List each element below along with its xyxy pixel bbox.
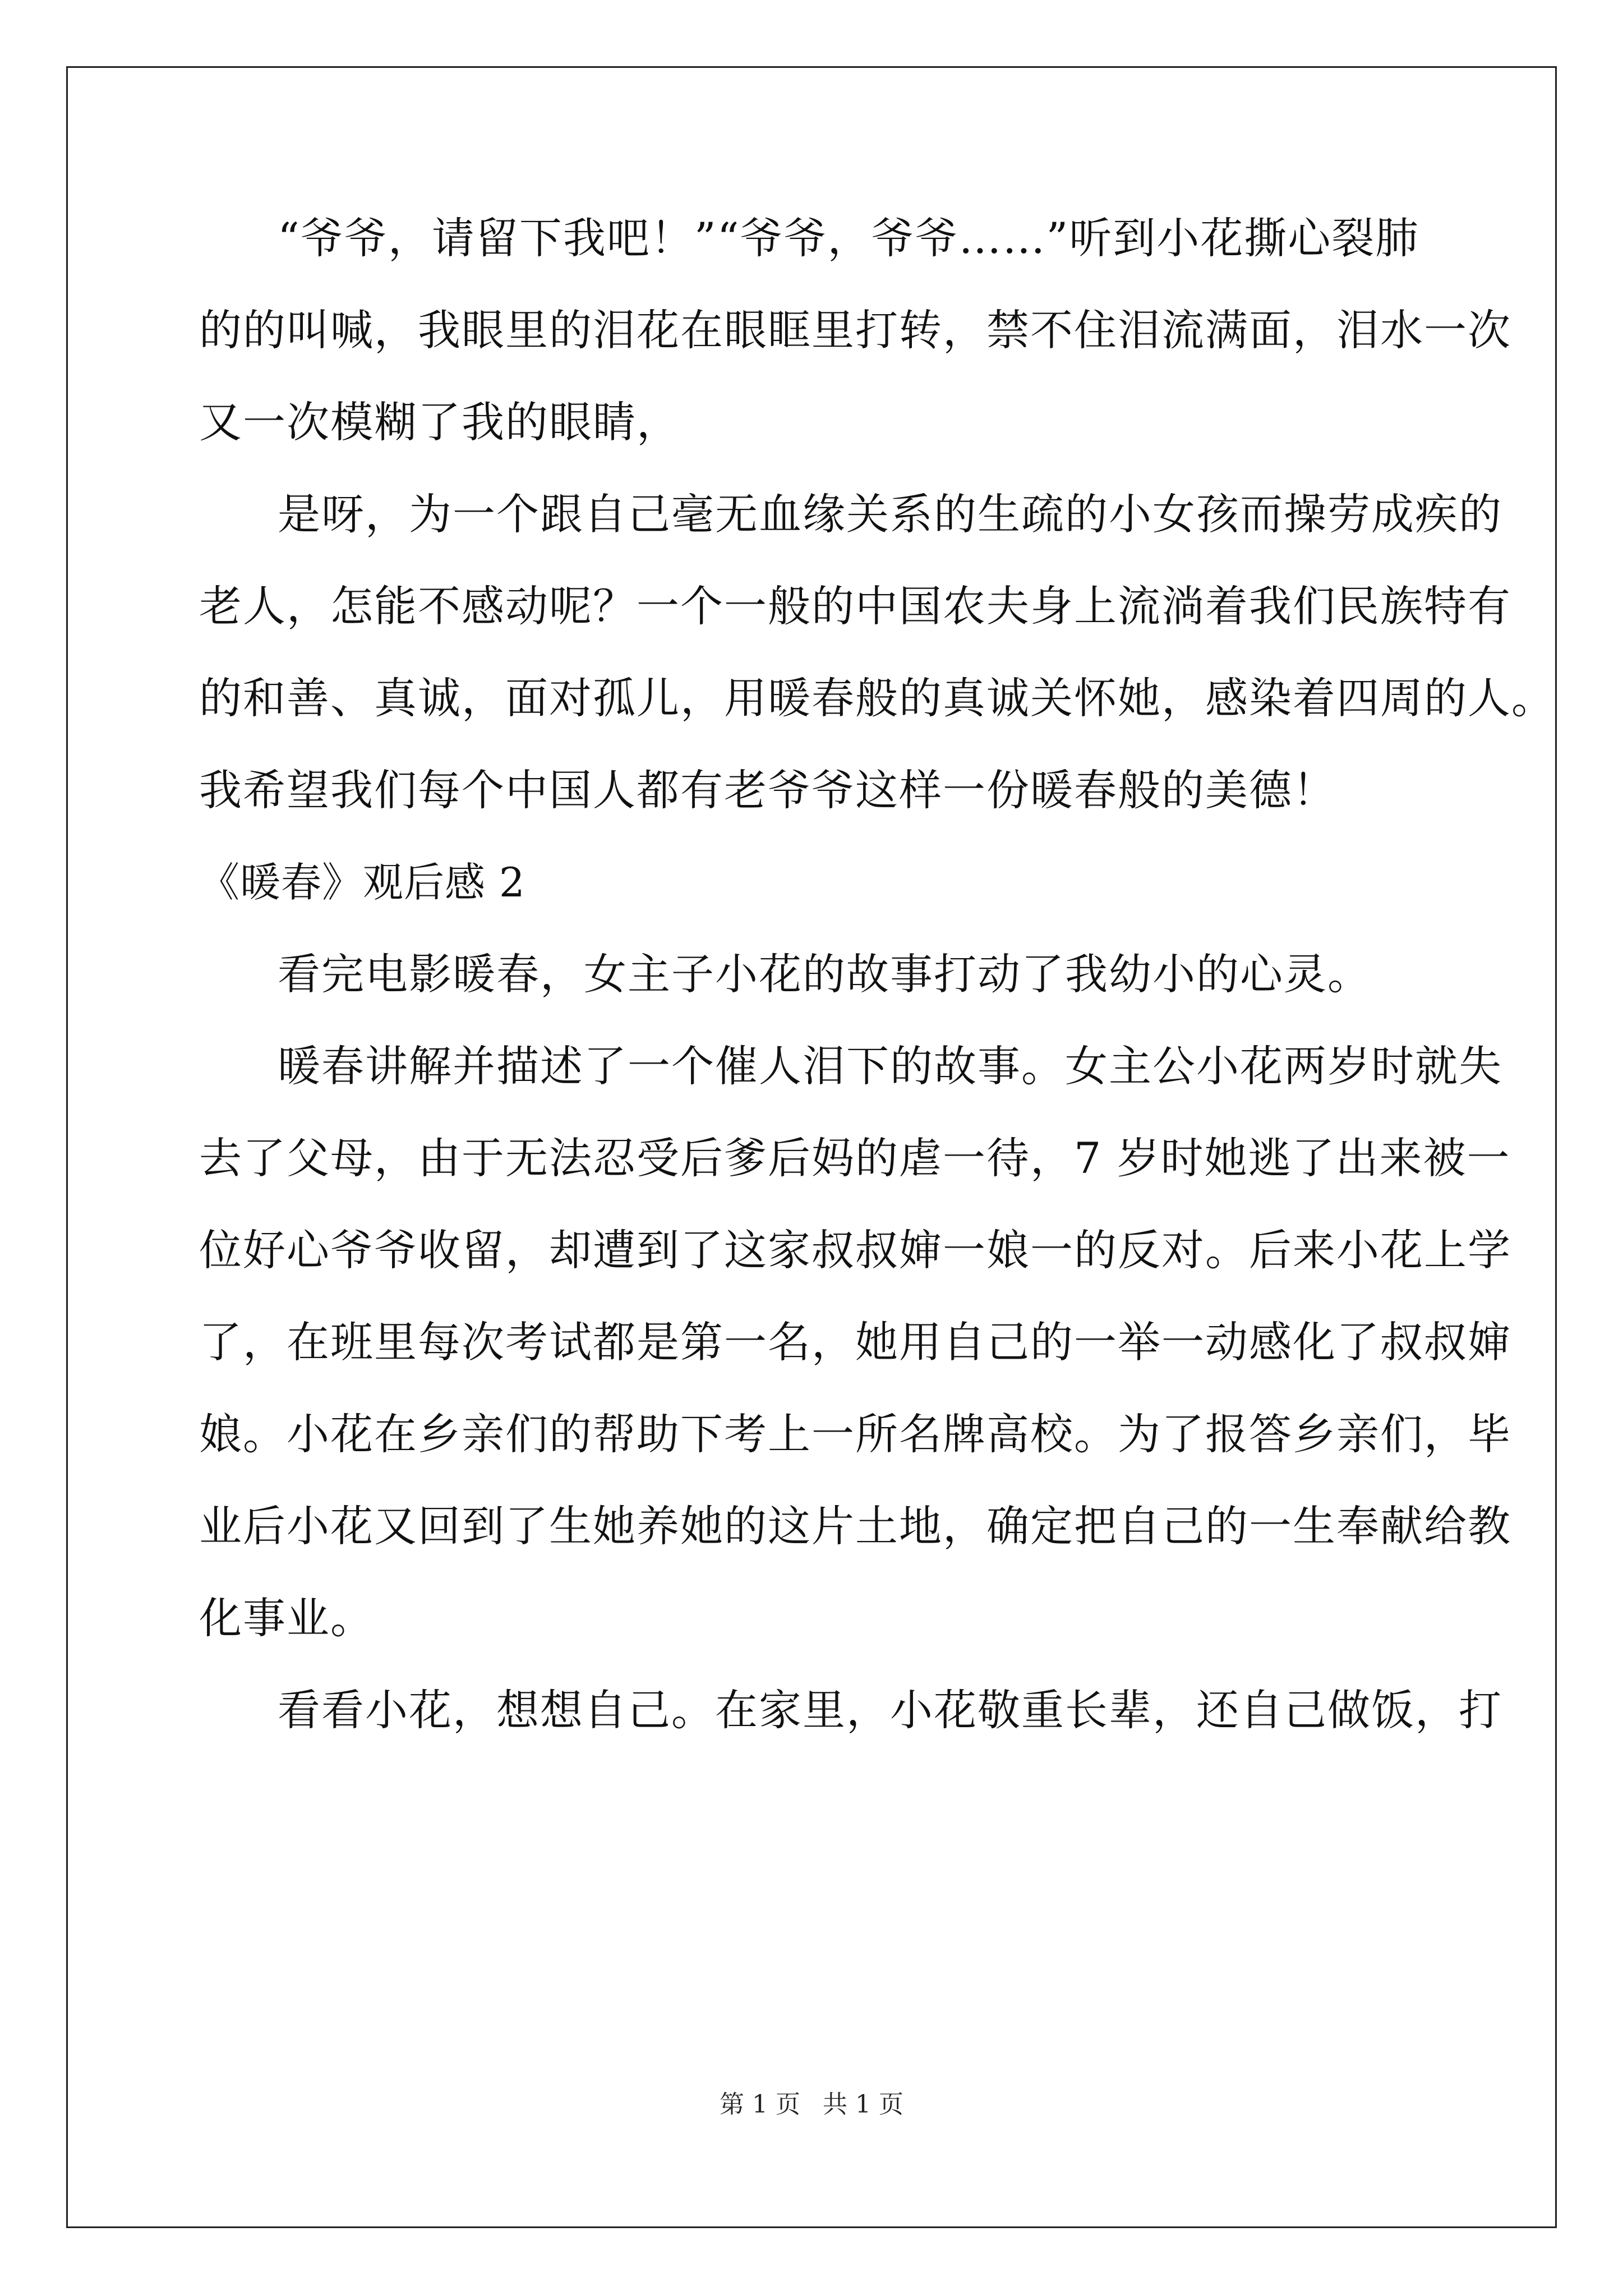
paragraph-line-10: 暖春讲解并描述了一个催人泪下的故事。女主公小花两岁时就失 [278, 1041, 1502, 1091]
paragraph-line-5: 老人，怎能不感动呢？一个一般的中国农夫身上流淌着我们民族特有 [199, 581, 1511, 631]
section-heading: 《暖春》观后感 2 [199, 859, 525, 906]
paragraph-line-11: 去了父母，由于无法忍受后爹后妈的虐一待，7 岁时她逃了出来被一 [199, 1133, 1511, 1183]
paragraph-line-9: 看完电影暖春，女主子小花的故事打动了我幼小的心灵。 [278, 949, 1371, 999]
paragraph-line-2: 的的叫喊，我眼里的泪花在眼眶里打转，禁不住泪流满面，泪水一次 [199, 305, 1511, 355]
paragraph-line-16: 化事业。 [199, 1593, 374, 1643]
paragraph-line-14: 娘。小花在乡亲们的帮助下考上一所名牌高校。为了报答乡亲们，毕 [199, 1409, 1511, 1459]
paragraph-line-13: 了，在班里每次考试都是第一名，她用自己的一举一动感化了叔叔婶 [199, 1317, 1511, 1367]
paragraph-line-7: 我希望我们每个中国人都有老爷爷这样一份暖春般的美德！ [199, 765, 1336, 815]
paragraph-line-17: 看看小花，想想自己。在家里，小花敬重长辈，还自己做饭，打 [278, 1685, 1502, 1735]
page-number-current: 第 1 页 [720, 2090, 800, 2119]
paragraph-line-4: 是呀，为一个跟自己毫无血缘关系的生疏的小女孩而操劳成疾的 [278, 489, 1502, 539]
paragraph-line-3: 又一次模糊了我的眼睛， [199, 397, 680, 447]
paragraph-line-1: “爷爷，请留下我吧！”“爷爷，爷爷……”听到小花撕心裂肺 [278, 213, 1419, 263]
paragraph-line-12: 位好心爷爷收留，却遭到了这家叔叔婶一娘一的反对。后来小花上学 [199, 1225, 1511, 1275]
paragraph-line-6: 的和善、真诚，面对孤儿，用暖春般的真诚关怀她，感染着四周的人。 [199, 673, 1555, 723]
paragraph-line-15: 业后小花又回到了生她养她的这片土地，确定把自己的一生奉献给教 [199, 1501, 1511, 1551]
page-number-total: 共 1 页 [823, 2090, 903, 2119]
page-footer [0, 2088, 1623, 2122]
